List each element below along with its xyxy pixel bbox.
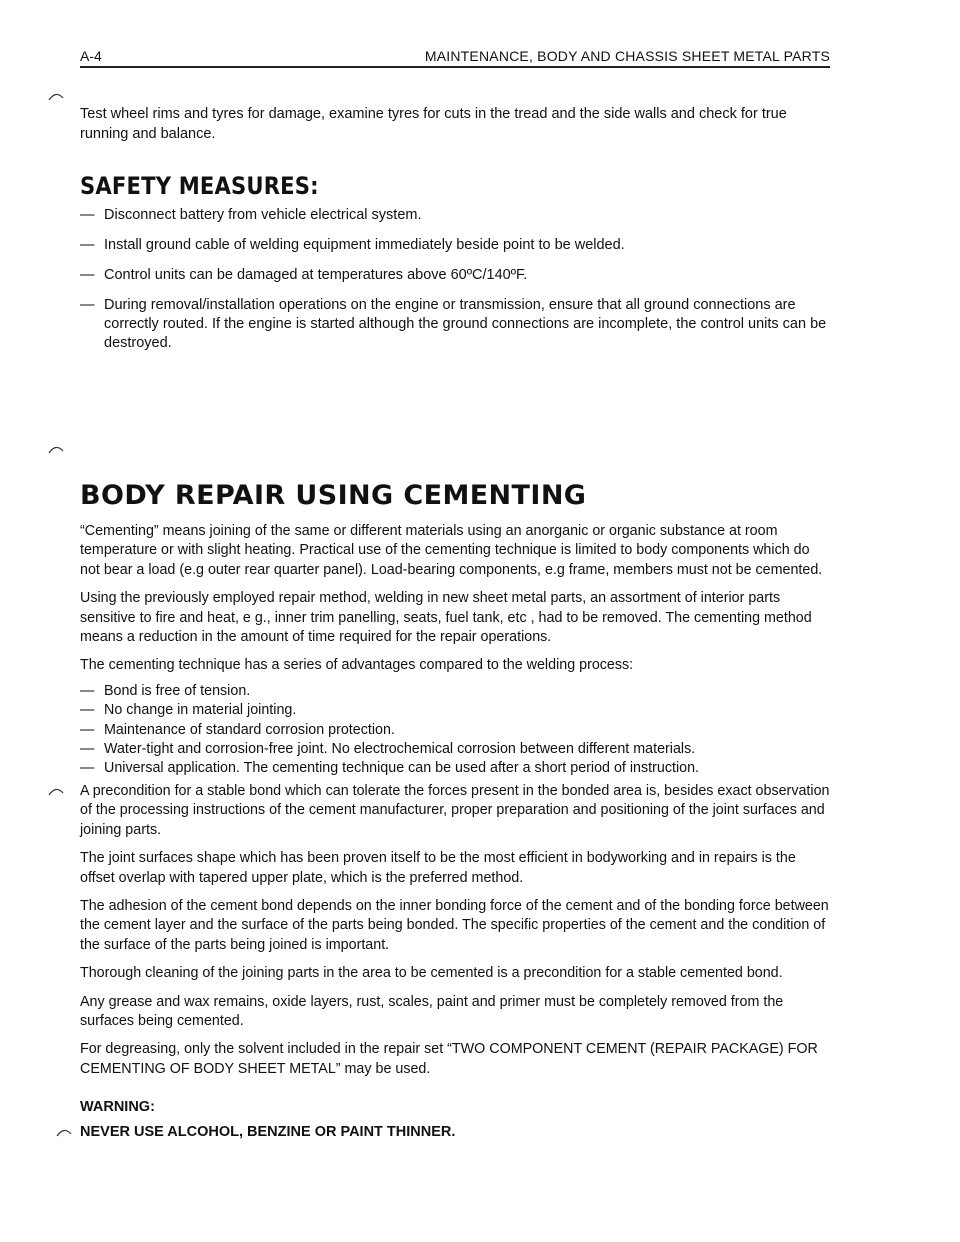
advantage-text: Bond is free of tension.	[104, 682, 251, 699]
safety-item	[80, 296, 830, 353]
advantages-list	[80, 682, 830, 779]
dash-bullet: —	[80, 721, 95, 738]
body-paragraph: Any grease and wax remains, oxide layers, rust, scales, paint and primer must be completely removed from the surfaces being cemented.	[80, 993, 784, 1029]
safety-item	[80, 266, 830, 285]
margin-arc-icon	[56, 1128, 72, 1137]
safety-item	[80, 206, 830, 225]
safety-item	[80, 236, 830, 255]
margin-arc-icon	[48, 445, 64, 454]
dash-bullet: —	[80, 702, 95, 719]
advantage-text: Water-tight and corrosion-free joint. No electrochemical corrosion between different materials.	[104, 741, 696, 758]
body-paragraph: The joint surfaces shape which has been proven itself to be the most efficient in bodyworking and in repairs is the offset overlap with tapered upper plate, which is the preferred method.	[80, 850, 796, 886]
advantage-text: No change in material jointing.	[104, 702, 297, 719]
safety-item-text: Install ground cable of welding equipment immediately beside point to be welded.	[104, 237, 625, 253]
advantage-item	[80, 682, 830, 701]
advantage-text: Universal application. The cementing technique can be used after a short period of instruction.	[104, 760, 699, 777]
body-paragraph: For degreasing, only the solvent included in the repair set “TWO COMPONENT CEMENT (REPAIR PACKAGE) FOR CEMENTING OF BODY SHEET METAL” may be used.	[80, 1041, 818, 1077]
safety-list	[80, 206, 830, 364]
page-header	[80, 44, 830, 66]
dash-bullet: —	[80, 741, 95, 758]
warning-label: WARNING:	[80, 1099, 155, 1115]
warning-text: NEVER USE ALCOHOL, BENZINE OR PAINT THINNER.	[80, 1124, 456, 1140]
body-paragraph: The cementing technique has a series of advantages compared to the welding process:	[80, 657, 634, 674]
body-paragraph: The adhesion of the cement bond depends on the inner bonding force of the cement and of the bonding force between the cement layer and the surface of the parts being bonded. The specific properties of the cement and the condition of the surface of the parts being joined is important.	[80, 897, 829, 953]
margin-arc-icon	[48, 787, 64, 796]
margin-arc-icon	[48, 92, 64, 101]
advantage-item	[80, 701, 830, 720]
advantage-item	[80, 759, 830, 778]
dash-bullet: —	[80, 682, 95, 699]
advantage-item	[80, 721, 830, 740]
section-heading: BODY REPAIR USING CEMENTING	[80, 480, 587, 511]
running-title: MAINTENANCE, BODY AND CHASSIS SHEET METAL PARTS	[424, 48, 830, 64]
dash-bullet: —	[80, 267, 95, 283]
dash-bullet: —	[80, 297, 95, 313]
dash-bullet: —	[80, 237, 95, 253]
safety-item-text: Disconnect battery from vehicle electrical system.	[104, 207, 422, 223]
intro-paragraph: Test wheel rims and tyres for damage, examine tyres for cuts in the tread and the side walls and check for true running and balance.	[80, 106, 787, 142]
advantage-item	[80, 740, 830, 759]
body-paragraph: Thorough cleaning of the joining parts in the area to be cemented is a precondition for a stable cemented bond.	[80, 965, 783, 982]
safety-item-text: Control units can be damaged at temperatures above 60ºC/140ºF.	[104, 267, 528, 283]
section-body	[80, 522, 830, 1088]
header-rule	[80, 66, 830, 68]
body-paragraph: A precondition for a stable bond which can tolerate the forces present in the bonded area is, besides exact observation of the processing instructions of the cement manufacturer, proper preparation and positioning of the joint surfaces and joining parts.	[80, 782, 830, 838]
body-paragraph: Using the previously employed repair method, welding in new sheet metal parts, an assortment of interior parts sensitive to fire and heat, e g., inner trim panelling, seats, fuel tank, etc , had to be removed. The cementing method means a reduction in the amount of time required for the repair operations.	[80, 590, 812, 646]
safety-item-text: During removal/installation operations on the engine or transmission, ensure that all ground connections are correctly routed. If the engine is started although the ground connections are incomplete, the control units can be destroyed.	[104, 297, 827, 351]
dash-bullet: —	[80, 760, 95, 777]
dash-bullet: —	[80, 207, 95, 223]
body-paragraph: “Cementing” means joining of the same or different materials using an anorganic or organic substance at room temperature or with slight heating. Practical use of the cementing technique is limited to body components which do not bear a load (e.g outer rear quarter panel). Load-bearing components, e.g frame, members must not be cemented.	[80, 523, 823, 578]
page-number: A-4	[80, 48, 102, 64]
safety-heading: SAFETY MEASURES:	[80, 172, 319, 200]
advantage-text: Maintenance of standard corrosion protection.	[104, 721, 395, 738]
